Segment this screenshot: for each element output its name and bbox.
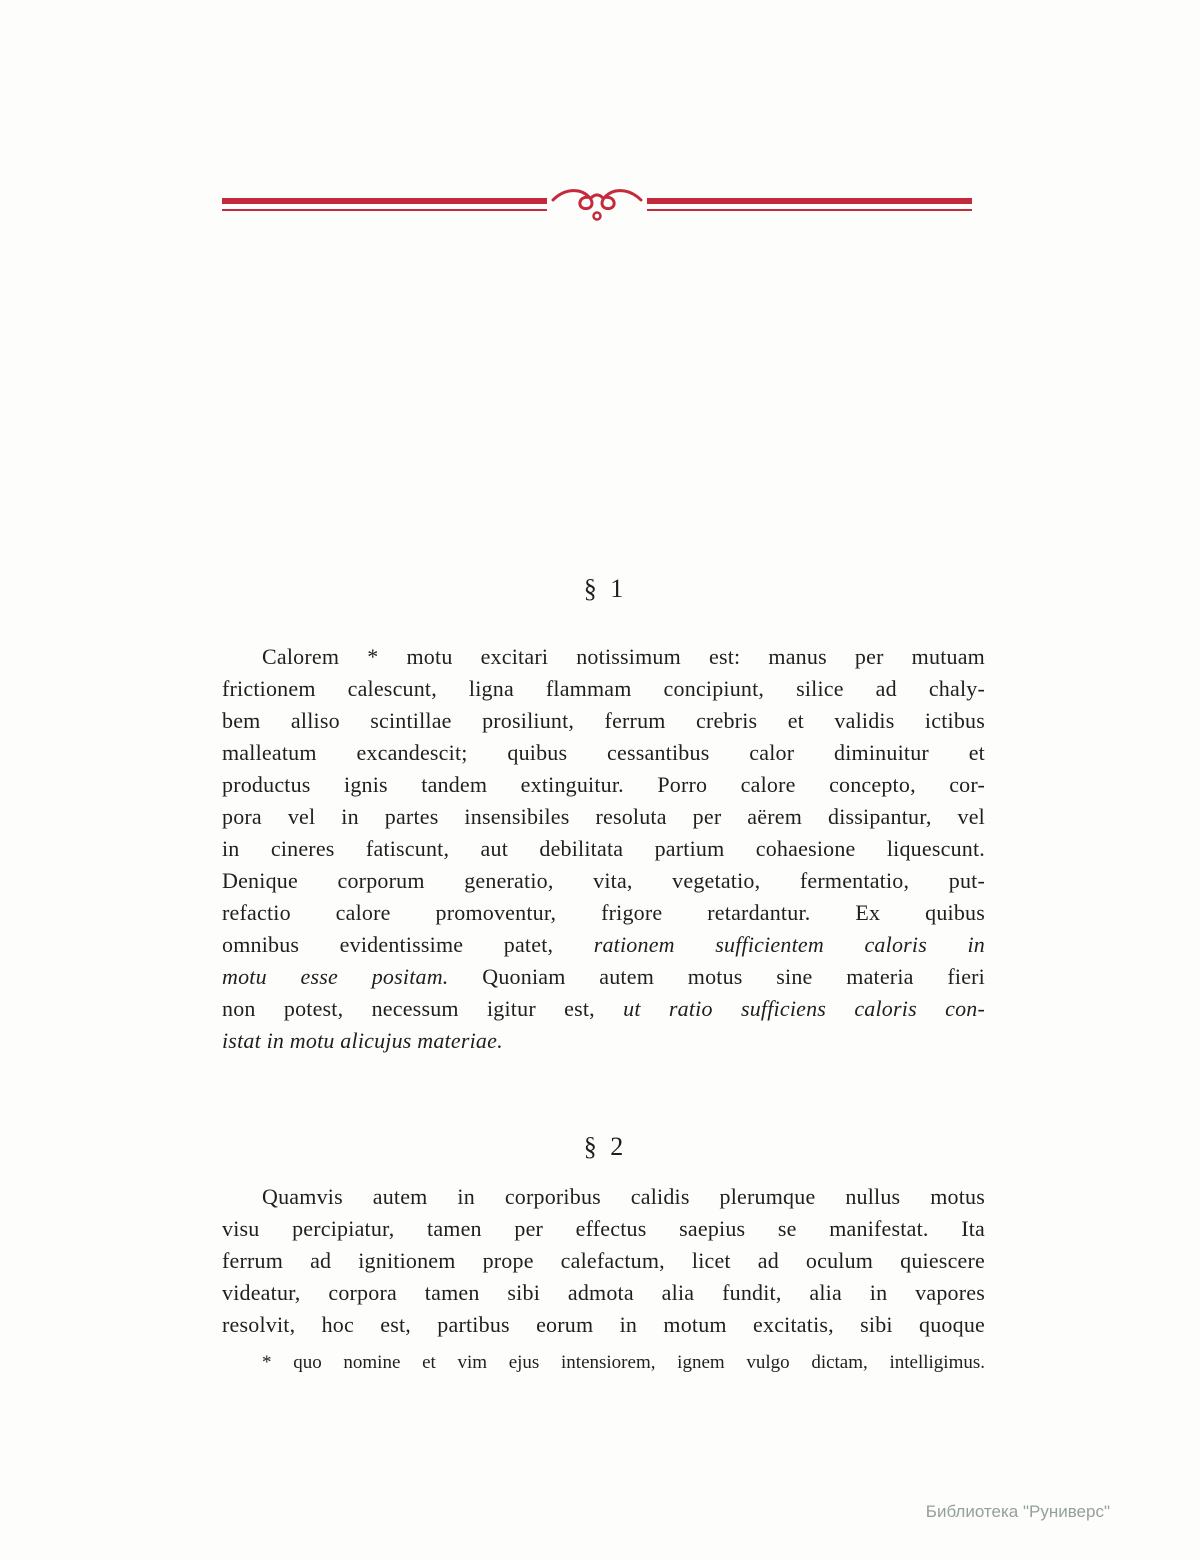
- text-segment: frictionem calescunt, ligna flammam concipiunt, silice ad chaly-: [222, 676, 985, 701]
- section-1-paragraph: [222, 641, 985, 1057]
- text-line: [222, 1213, 985, 1245]
- text-segment: ferrum ad ignitionem prope calefactum, licet ad oculum quiescere: [222, 1248, 985, 1273]
- text-line: [222, 993, 985, 1025]
- text-segment: visu percipiatur, tamen per effectus saepius se manifestat. Ita: [222, 1216, 985, 1241]
- section-2-heading: § 2: [583, 1132, 624, 1161]
- text-line: [222, 641, 985, 673]
- text-line: [222, 833, 985, 865]
- text-line: [222, 769, 985, 801]
- text-line: [222, 737, 985, 769]
- section-2-paragraph: [222, 1181, 985, 1341]
- text-segment: in cineres fatiscunt, aut debilitata partium cohaesione liquescunt.: [222, 836, 985, 861]
- text-segment: Calorem * motu excitari notissimum est: manus per mutuam: [262, 644, 985, 669]
- text-line: [222, 1277, 985, 1309]
- text-line: [222, 961, 985, 993]
- text-line: [222, 1181, 985, 1213]
- footnote: * quo nomine et vim ejus intensiorem, ignem vulgo dictam, intelligimus.: [262, 1352, 985, 1373]
- section-1-heading: § 1: [583, 574, 624, 603]
- text-segment: bem alliso scintillae prosiliunt, ferrum crebris et validis ictibus: [222, 708, 985, 733]
- text-segment: Quamvis autem in corporibus calidis plerumque nullus motus: [262, 1184, 985, 1209]
- text-line: [222, 705, 985, 737]
- watermark: Библиотека "Руниверс": [925, 1502, 1110, 1521]
- italic-text-segment: rationem sufficientem caloris in: [593, 932, 985, 957]
- text-line: [222, 897, 985, 929]
- text-segment: productus ignis tandem extinguitur. Porro calore concepto, cor-: [222, 772, 985, 797]
- italic-text-segment: motu esse positam.: [222, 964, 449, 989]
- text-line: [222, 865, 985, 897]
- text-segment: videatur, corpora tamen sibi admota alia fundit, alia in vapores: [222, 1280, 985, 1305]
- text-line: [222, 1309, 985, 1341]
- text-line: [222, 1025, 985, 1057]
- text-segment: resolvit, hoc est, partibus eorum in motum excitatis, sibi quoque: [222, 1312, 985, 1337]
- divider-ornament-icon: [551, 184, 643, 224]
- text-line: [222, 801, 985, 833]
- text-line: [222, 673, 985, 705]
- text-segment: malleatum excandescit; quibus cessantibus calor diminuitur et: [222, 740, 985, 765]
- text-segment: refactio calore promoventur, frigore retardantur. Ex quibus: [222, 900, 985, 925]
- divider-rule-right: [647, 198, 972, 211]
- italic-text-segment: ut ratio sufficiens caloris con-: [623, 996, 985, 1021]
- text-segment: omnibus evidentissime patet,: [222, 932, 594, 957]
- text-segment: pora vel in partes insensibiles resoluta per aërem dissipantur, vel: [222, 804, 985, 829]
- text-segment: Quoniam autem motus sine materia fieri: [448, 964, 985, 989]
- ornamental-divider: [222, 184, 972, 224]
- text-line: [222, 929, 985, 961]
- text-line: [222, 1245, 985, 1277]
- text-segment: Denique corporum generatio, vita, vegetatio, fermentatio, put-: [222, 868, 985, 893]
- divider-rule-left: [222, 198, 547, 211]
- italic-text-segment: istat in motu alicujus materiae.: [222, 1028, 503, 1053]
- text-segment: non potest, necessum igitur est,: [222, 996, 624, 1021]
